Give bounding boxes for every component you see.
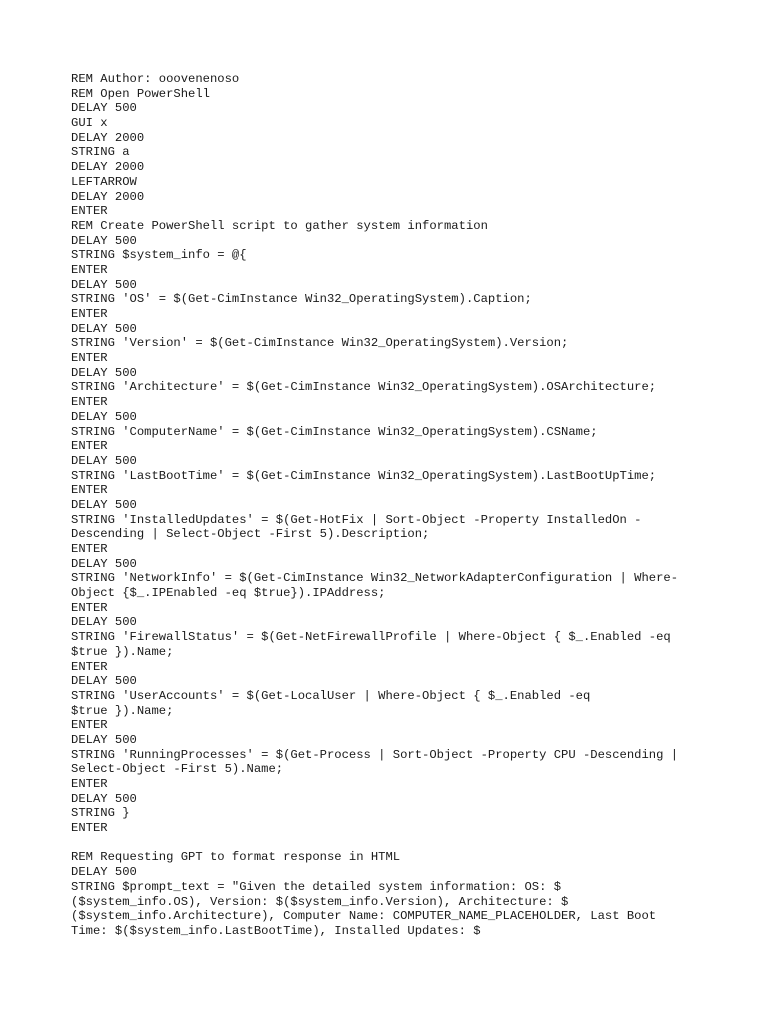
script-line: DELAY 500 xyxy=(71,277,137,292)
script-line: ENTER xyxy=(71,351,108,366)
script-line: STRING a xyxy=(71,145,130,160)
blank-line xyxy=(71,836,711,851)
script-line: ENTER xyxy=(71,439,108,454)
script-line: STRING 'FirewallStatus' = $(Get-NetFirewallProfile | Where-Object { $_.Enabled -eq xyxy=(71,630,671,645)
script-line: ENTER xyxy=(71,600,108,615)
script-line: REM Create PowerShell script to gather system information xyxy=(71,218,488,233)
script-line: DELAY 2000 xyxy=(71,130,145,145)
script-line: REM Requesting GPT to format response in HTML xyxy=(71,850,401,865)
script-line: DELAY 500 xyxy=(71,865,137,880)
script-line: STRING 'RunningProcesses' = $(Get-Process | Sort-Object -Property CPU -Descending | xyxy=(71,747,679,762)
script-line: ($system_info.Architecture), Computer Name: COMPUTER_NAME_PLACEHOLDER, Last Boot xyxy=(71,909,657,924)
script-line: REM Author: ooovenenoso xyxy=(71,72,240,86)
script-line: ENTER xyxy=(71,718,108,733)
script-line: ENTER xyxy=(71,307,108,321)
script-line: ENTER xyxy=(71,262,108,277)
script-line: DELAY 500 xyxy=(71,233,137,248)
script-line: STRING $system_info = @{ xyxy=(71,248,247,263)
script-line: STRING 'InstalledUpdates' = $(Get-HotFix | Sort-Object -Property InstalledOn - xyxy=(71,512,642,527)
script-line: STRING } xyxy=(71,806,130,821)
script-line: ENTER xyxy=(71,483,108,498)
script-line: STRING 'LastBootTime' = $(Get-CimInstance Win32_OperatingSystem).LastBootUpTime; xyxy=(71,468,657,483)
script-line: DELAY 500 xyxy=(71,453,137,468)
script-line: DELAY 500 xyxy=(71,497,137,512)
script-line: $true }).Name; xyxy=(71,703,174,718)
script-line: Time: $($system_info.LastBootTime), Installed Updates: $ xyxy=(71,923,481,938)
script-line: LEFTARROW xyxy=(71,174,137,189)
script-line: DELAY 500 xyxy=(71,556,137,571)
script-text-block xyxy=(71,72,711,939)
script-line: DELAY 500 xyxy=(71,409,137,424)
script-line: ENTER xyxy=(71,821,108,836)
script-line: STRING 'NetworkInfo' = $(Get-CimInstance Win32_NetworkAdapterConfiguration | Where- xyxy=(71,571,679,586)
script-line: STRING $prompt_text = "Given the detailed system information: OS: $ xyxy=(71,879,562,894)
script-line: Select-Object -First 5).Name; xyxy=(71,762,284,777)
script-line: STRING 'OS' = $(Get-CimInstance Win32_OperatingSystem).Caption; xyxy=(71,292,532,307)
script-line: DELAY 2000 xyxy=(71,160,145,175)
script-line: STRING 'UserAccounts' = $(Get-LocalUser | Where-Object { $_.Enabled -eq xyxy=(71,688,591,703)
script-line: ($system_info.OS), Version: $($system_info.Version), Architecture: $ xyxy=(71,894,569,909)
script-line: DELAY 500 xyxy=(71,732,137,747)
script-line: DELAY 500 xyxy=(71,674,137,689)
script-line: GUI x xyxy=(71,116,108,131)
script-line: DELAY 500 xyxy=(71,615,137,630)
script-line: STRING 'Version' = $(Get-CimInstance Win32_OperatingSystem).Version; xyxy=(71,336,569,351)
script-line: DELAY 500 xyxy=(71,321,137,336)
script-line: $true }).Name; xyxy=(71,644,174,659)
script-line: DELAY 500 xyxy=(71,791,137,806)
script-line: Descending | Select-Object -First 5).Description; xyxy=(71,527,430,542)
script-line: ENTER xyxy=(71,395,108,410)
script-line: DELAY 2000 xyxy=(71,189,145,204)
script-line: DELAY 500 xyxy=(71,365,137,380)
script-line: ENTER xyxy=(71,659,108,674)
script-line: DELAY 500 xyxy=(71,101,137,116)
script-line: ENTER xyxy=(71,777,108,791)
script-line: REM Open PowerShell xyxy=(71,86,210,101)
script-line: Object {$_.IPEnabled -eq $true}).IPAddress; xyxy=(71,586,386,601)
script-line: ENTER xyxy=(71,542,108,556)
script-line: ENTER xyxy=(71,204,108,219)
script-line: STRING 'Architecture' = $(Get-CimInstance Win32_OperatingSystem).OSArchitecture; xyxy=(71,380,657,395)
script-line: STRING 'ComputerName' = $(Get-CimInstance Win32_OperatingSystem).CSName; xyxy=(71,424,598,439)
